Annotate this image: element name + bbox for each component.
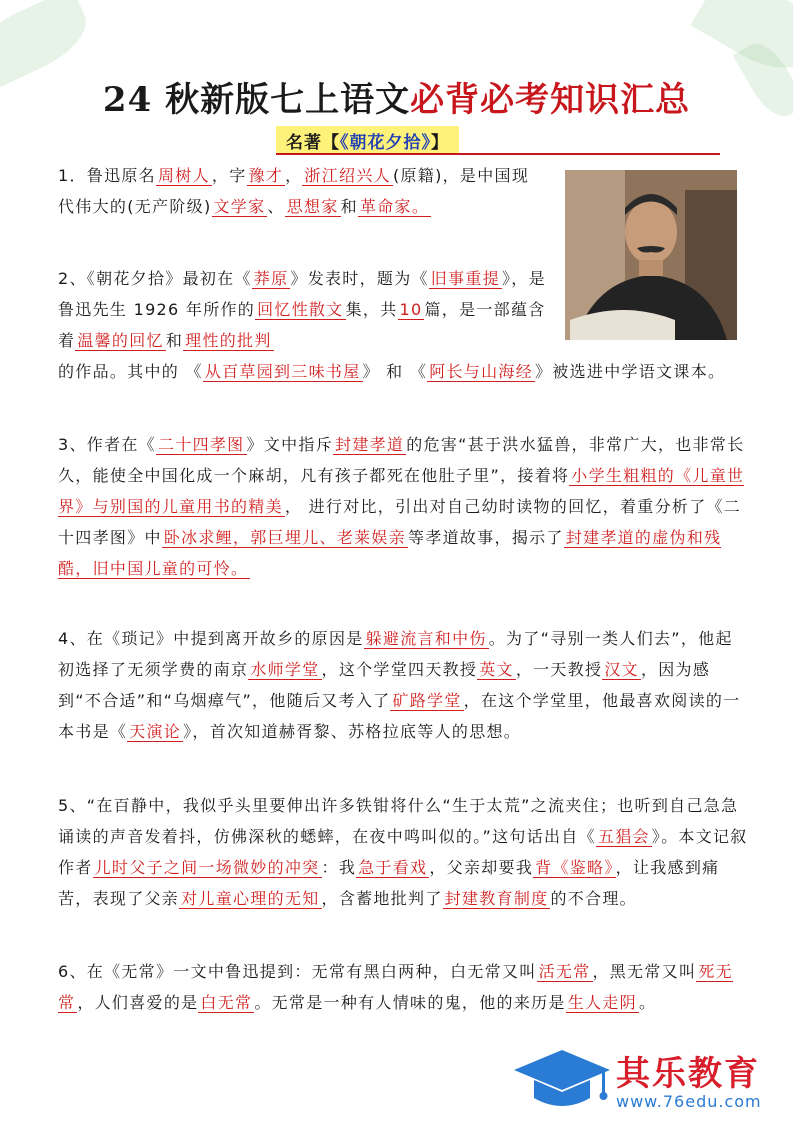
answer: 小学生粗粗的《儿童世界》与别国的儿童用书的精美: [58, 466, 745, 516]
title-part1: 24 秋新版七上语文: [102, 80, 411, 120]
answer: 阿长与山海经: [429, 362, 533, 381]
answer: 天演论: [129, 722, 182, 741]
text: ，在这个学堂里，他最喜欢阅读的一本书是《: [58, 691, 741, 741]
answer: 生人走阴: [567, 993, 637, 1012]
paragraph-5: [58, 790, 748, 914]
text: 的危害“甚于洪水猛兽，非常广大，也非常长久，能使全中国化成一个麻胡，凡有孩子都死在他肚子里”，接着将: [58, 435, 745, 485]
paragraph-3: [58, 429, 748, 584]
text: ，因为感到“不合适”和“乌烟瘴气”，他随后又考入了: [58, 660, 711, 710]
text: 和: [165, 331, 184, 350]
answer: 对儿童心理的无知: [181, 889, 320, 908]
answer: 莽原: [253, 269, 289, 288]
text: (原籍)，是中国现代伟大的(无产阶级): [58, 166, 530, 216]
text: 等孝道故事，揭示了: [408, 528, 564, 547]
text: 4、在《琐记》中提到离开故乡的原因是: [58, 629, 364, 648]
text: 》。本文记叙作者: [58, 827, 748, 877]
logo-url: www.76edu.com: [616, 1092, 762, 1111]
answer: 封建教育制度: [444, 889, 549, 908]
text: ，: [285, 166, 303, 185]
answer: 躲避流言和中伤: [365, 629, 487, 648]
text: 》发表时，题为《: [290, 269, 429, 288]
text: 1．鲁迅原名: [58, 166, 156, 185]
text: 的不合理。: [550, 889, 637, 908]
subtitle-prefix: 名著【: [286, 133, 340, 153]
text: 。: [638, 993, 657, 1012]
answer: 汉文: [604, 660, 639, 679]
answer: 温馨的回忆: [77, 331, 164, 350]
text: ，人们喜爱的是: [77, 993, 199, 1012]
answer: 思想家: [286, 197, 339, 216]
answer: 10: [399, 300, 423, 319]
text: ， 进行对比，引出对自己幼时读物的回忆，着重分析了《二十四孝图》中: [58, 497, 742, 547]
text: ，这个学堂四天教授: [321, 660, 478, 679]
text: 、: [267, 197, 285, 216]
text: 》，是鲁迅先生 1926 年所作的: [58, 269, 546, 319]
answer: 矿路学堂: [392, 691, 462, 710]
text: ，一天教授: [515, 660, 603, 679]
text: ，字: [211, 166, 247, 185]
answer: 儿时父子之间一场微妙的冲突: [94, 858, 320, 877]
text: ，含蓄地批判了: [321, 889, 443, 908]
paragraph-2: [58, 263, 748, 387]
text: ，让我感到痛苦，表现了父亲: [58, 858, 720, 908]
text: 6、在《无常》一文中鲁迅提到：无常有黑白两种，白无常又叫: [58, 962, 537, 981]
text: 和: [340, 197, 358, 216]
answer: 活无常: [538, 962, 591, 981]
paragraph-4: [58, 623, 748, 747]
answer: 豫才: [248, 166, 284, 185]
text: 。为了“寻别一类人们去”，他起初选择了无须学费的南京: [58, 629, 733, 679]
answer: 周树人: [157, 166, 210, 185]
text: 2、《朝花夕拾》最初在《: [58, 269, 252, 288]
text: 的作品。其中的 《: [58, 362, 203, 381]
answer: 旧事重提: [430, 269, 500, 288]
title-part2: 必背必考知识汇总: [410, 80, 691, 120]
brand-logo: [512, 1040, 782, 1120]
answer: 封建孝道: [335, 435, 405, 454]
paragraph-2-wrapped: [58, 263, 546, 356]
subtitle-suffix: 】: [431, 133, 449, 153]
answer: 卧冰求鲤，郭巨埋儿、老莱娱亲: [163, 528, 407, 547]
answer: 从百草园到三味书屋: [204, 362, 361, 381]
answer: 背《鉴略》: [535, 858, 614, 877]
page-title: [0, 72, 793, 121]
answer: 急于看戏: [358, 858, 428, 877]
subtitle-book: 《朝花夕拾》: [340, 133, 431, 153]
text: 》 和 《: [362, 362, 428, 381]
answer: 英文: [479, 660, 514, 679]
answer: 二十四孝图: [157, 435, 245, 454]
answer: 理性的批判: [185, 331, 272, 350]
text: ，父亲却要我: [429, 858, 534, 877]
paragraph-1: [58, 160, 546, 222]
text: ：我: [321, 858, 357, 877]
paragraph-6: [58, 956, 748, 1018]
text: 5、“在百静中，我似乎头里要伸出许多铁钳将什么“生于太荒”之流夹住；也听到自己急急诵读的声音发着抖，仿佛深秋的蟋蟀，在夜中鸣叫似的。”这句话出自《: [58, 796, 739, 846]
text: 篇，是一部蕴含着: [58, 300, 546, 350]
answer: 革命家。: [359, 197, 430, 216]
logo-name: 其乐教育: [616, 1054, 760, 1094]
answer: 浙江绍兴人: [304, 166, 391, 185]
text: 》，首次知道赫胥黎、苏格拉底等人的思想。: [183, 722, 522, 741]
text: 3、作者在《: [58, 435, 156, 454]
answer: 文学家: [213, 197, 266, 216]
text: 。无常是一种有人情味的鬼，他的来历是: [254, 993, 566, 1012]
answer: 白无常: [200, 993, 253, 1012]
answer: 回忆性散文: [257, 300, 344, 319]
answer: 水师学堂: [250, 660, 320, 679]
title-divider: [276, 153, 720, 155]
answer: 死无常: [58, 962, 733, 1012]
text: 》被选进中学语文课本。: [535, 362, 726, 381]
graduation-cap-icon: [512, 1044, 612, 1114]
answer: 五猖会: [597, 827, 650, 846]
text: 》文中指斥: [246, 435, 334, 454]
text: 集，共: [345, 300, 398, 319]
subtitle: [276, 126, 459, 155]
answer: 封建孝道的虚伪和残酷，旧中国儿童的可怜。: [58, 528, 722, 578]
text: ，黑无常又叫: [592, 962, 697, 981]
